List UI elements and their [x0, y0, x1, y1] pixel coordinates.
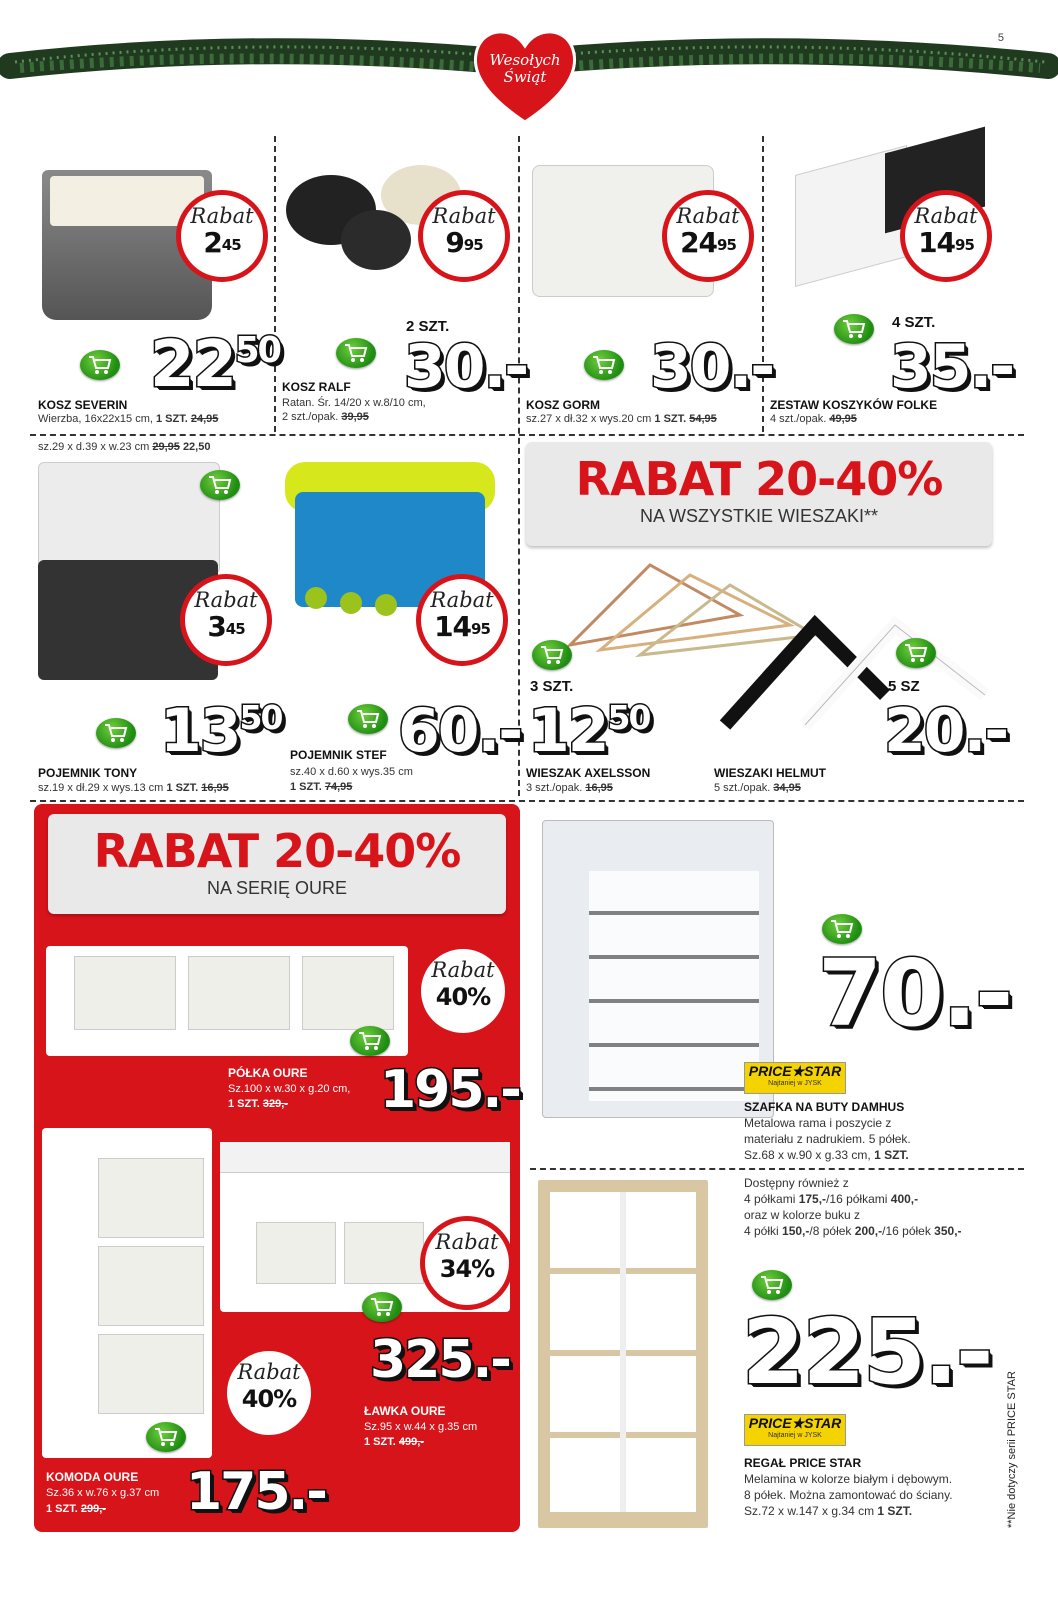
- product-desc: 4 szt./opak. 49,95: [770, 413, 857, 425]
- product-name: ŁAWKA OURE: [364, 1404, 446, 1418]
- price: 35.-: [890, 332, 1014, 402]
- oure-discount-banner: RABAT 20-40% NA SERIĘ OURE: [48, 814, 506, 914]
- rabat-bubble: Rabat $3^{45}$: [180, 574, 272, 666]
- product-desc: sz.40 x d.60 x wys.35 cm: [290, 766, 413, 778]
- product-desc: Melamina w kolorze białym i dębowym.: [744, 1472, 953, 1486]
- qty-badge: 2 SZT.: [406, 318, 450, 335]
- cart-icon: [584, 350, 624, 380]
- cart-icon: [200, 470, 240, 500]
- product-name: POJEMNIK STEF: [290, 748, 387, 762]
- price: 30.-: [404, 332, 528, 402]
- cart-icon: [348, 704, 388, 734]
- regal-shelf-image: [538, 1180, 708, 1528]
- greeting-text: Wesołych Świąt: [489, 51, 561, 86]
- price: 30.-: [650, 332, 774, 402]
- product-name: PÓŁKA OURE: [228, 1066, 308, 1080]
- product-desc: 8 półek. Można zamontować do ściany.: [744, 1488, 953, 1502]
- product-desc: 1 SZT. 74,95: [290, 781, 353, 793]
- qty-badge: 4 SZT.: [892, 314, 936, 331]
- qty-badge: 5 SZ: [888, 678, 920, 695]
- price: 60.-: [398, 696, 522, 766]
- divider: [530, 1168, 1024, 1170]
- product-desc: Sz.68 x w.90 x g.33 cm, 1 SZT.: [744, 1148, 909, 1162]
- product-desc: materiału z nadrukiem. 5 półek.: [744, 1132, 911, 1146]
- cart-icon: [362, 1292, 402, 1322]
- product-name: WIESZAKI HELMUT: [714, 766, 826, 780]
- rabat-bubble: Rabat $14^{95}$: [416, 574, 508, 666]
- product-desc: 3 szt./opak. 16,95: [526, 782, 613, 794]
- product-name: KOSZ RALF: [282, 380, 351, 394]
- price: 325.-: [370, 1330, 510, 1390]
- product-desc-extra: sz.29 x d.39 x w.23 cm 29,95 22,50: [38, 441, 211, 453]
- rabat-bubble: Rabat $9^{95}$: [418, 190, 510, 282]
- product-name: SZAFKA NA BUTY DAMHUS: [744, 1100, 905, 1114]
- hangers-discount-banner: RABAT 20-40% NA WSZYSTKIE WIESZAKI**: [526, 442, 992, 546]
- product-name: KOMODA OURE: [46, 1470, 139, 1484]
- product-desc: 1 SZT. 329,-: [228, 1098, 288, 1110]
- page-number: 5: [997, 32, 1004, 44]
- cart-icon: [532, 640, 572, 670]
- price: 70.-: [818, 940, 1012, 1047]
- cart-icon: [336, 338, 376, 368]
- cart-icon: [146, 1422, 186, 1452]
- product-name: POJEMNIK TONY: [38, 766, 138, 780]
- product-desc: sz.19 x dł.29 x wys.13 cm 1 SZT. 16,95: [38, 782, 229, 794]
- availability-text: 4 półki 150,-/8 półek 200,-/16 półek 350,-: [744, 1224, 962, 1238]
- product-desc: Sz.100 x w.30 x g.20 cm,: [228, 1083, 351, 1095]
- availability-text: Dostępny również z: [744, 1176, 849, 1190]
- product-desc: Sz.36 x w.76 x g.37 cm: [46, 1487, 160, 1499]
- cart-icon: [752, 1270, 792, 1300]
- rabat-bubble: Rabat 34%: [420, 1216, 514, 1310]
- product-name: KOSZ GORM: [526, 398, 600, 412]
- product-desc: 1 SZT. 299,-: [46, 1503, 106, 1515]
- damhus-shoe-cabinet-image: [542, 820, 774, 1118]
- product-desc: 1 SZT. 499,-: [364, 1436, 424, 1448]
- product-desc: Metalowa rama i poszycie z: [744, 1116, 892, 1130]
- price: 225.-: [742, 1300, 992, 1405]
- komoda-oure-image: [42, 1128, 212, 1458]
- product-name: REGAŁ PRICE STAR: [744, 1456, 862, 1470]
- product-name: ZESTAW KOSZYKÓW FOLKE: [770, 398, 938, 412]
- cart-icon: [350, 1026, 390, 1056]
- product-desc: 2 szt./opak. 39,95: [282, 411, 369, 423]
- rabat-bubble: Rabat $24^{95}$: [662, 190, 754, 282]
- divider: [30, 434, 1024, 436]
- price: $12^{50}$: [528, 696, 650, 766]
- rabat-bubble: Rabat 40%: [416, 944, 510, 1038]
- qty-badge: 3 SZT.: [530, 678, 574, 695]
- cart-icon: [80, 350, 120, 380]
- availability-text: 4 półkami 175,-/16 półkami 400,-: [744, 1192, 919, 1206]
- price-star-logo: PRICE★STAR Najtaniej w JYSK: [744, 1414, 846, 1446]
- availability-text: oraz w kolorze buku z: [744, 1208, 861, 1222]
- rabat-bubble: Rabat 40%: [222, 1346, 316, 1440]
- cart-icon: [896, 638, 936, 668]
- product-desc: sz.27 x dł.32 x wys.20 cm 1 SZT. 54,95: [526, 413, 717, 425]
- divider: [30, 800, 1024, 802]
- price: $22^{50}$: [150, 328, 281, 402]
- product-desc: Sz.72 x w.147 x g.34 cm 1 SZT.: [744, 1504, 913, 1518]
- price: 195.-: [380, 1060, 520, 1120]
- rabat-bubble: Rabat $14^{95}$: [900, 190, 992, 282]
- cart-icon: [96, 718, 136, 748]
- footnote: **Nie dotyczy serii PRICE STAR: [1006, 1371, 1018, 1528]
- product-name: WIESZAK AXELSSON: [526, 766, 651, 780]
- product-desc: Ratan. Śr. 14/20 x w.8/10 cm,: [282, 397, 426, 409]
- price: $13^{50}$: [160, 696, 282, 766]
- product-desc: Sz.95 x w.44 x g.35 cm: [364, 1421, 478, 1433]
- product-desc: Wierzba, 16x22x15 cm, 1 SZT. 24,95: [38, 413, 219, 425]
- price: 175.-: [186, 1462, 326, 1522]
- product-desc: 5 szt./opak. 34,95: [714, 782, 801, 794]
- tony-box-clear-image: [38, 462, 220, 574]
- price-star-logo: PRICE★STAR Najtaniej w JYSK: [744, 1062, 846, 1094]
- product-name: KOSZ SEVERIN: [38, 398, 128, 412]
- rabat-bubble: Rabat $2^{45}$: [176, 190, 268, 282]
- price: 20.-: [884, 696, 1008, 766]
- cart-icon: [834, 314, 874, 344]
